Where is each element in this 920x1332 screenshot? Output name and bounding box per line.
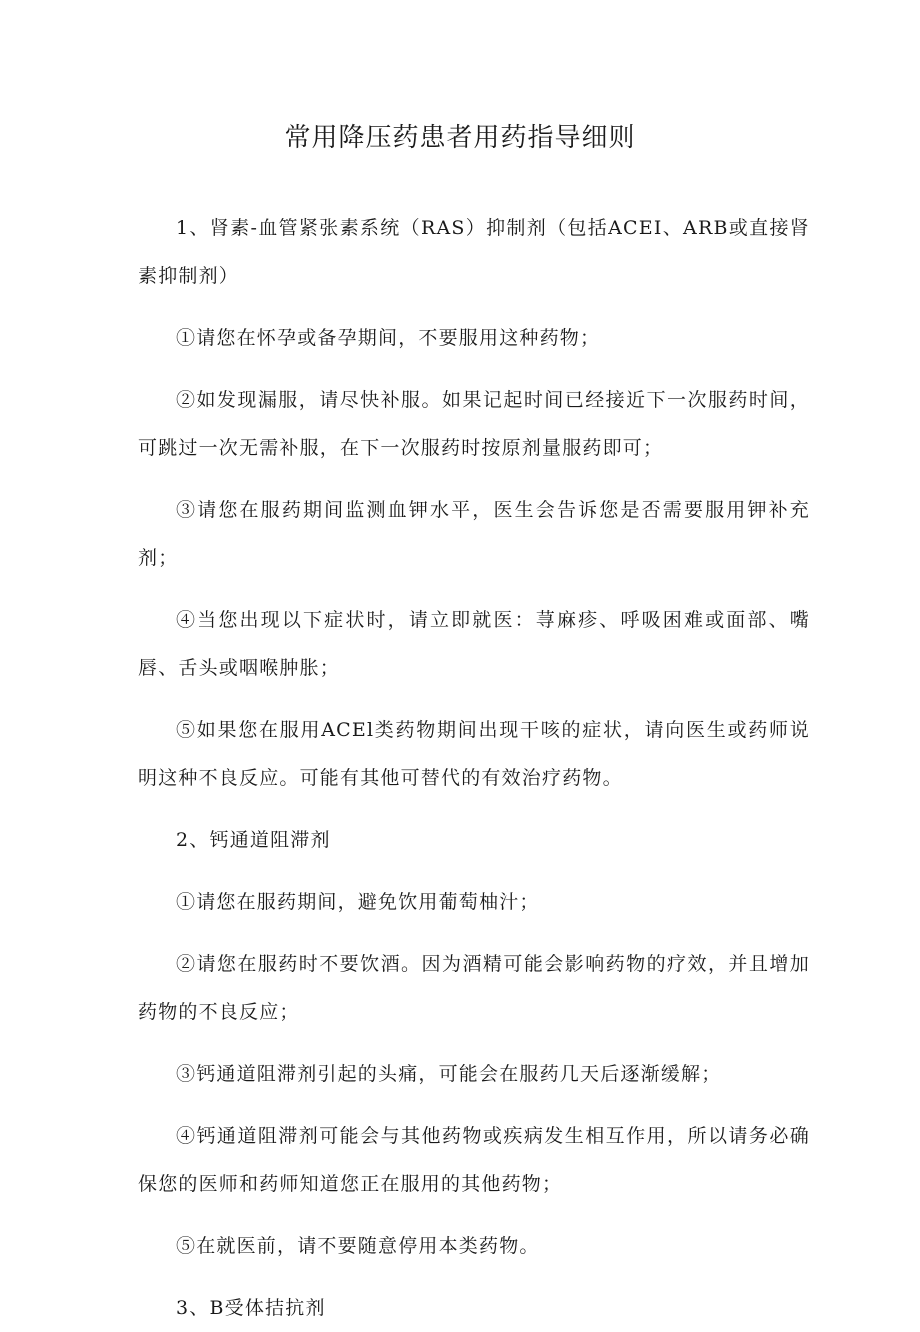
document-title: 常用降压药患者用药指导细则 <box>284 123 636 153</box>
ras-item-1: ①请您在怀孕或备孕期间，不要服用这种药物； <box>176 327 601 349</box>
section-heading-ccb: 2、钙通道阻滞剂 <box>176 829 331 851</box>
section-heading-beta-blocker: 3、B受体拮抗剂 <box>176 1297 326 1319</box>
ras-item-2: ②如发现漏服，请尽快补服。如果记起时间已经接近下一次服药时间，可跳过一次无需补服，在下一次服药时按原剂量服药即可； <box>138 389 810 459</box>
ccb-item-1: ①请您在服药期间，避免饮用葡萄柚汁； <box>176 891 540 913</box>
ras-item-4: ④当您出现以下症状时，请立即就医：荨麻疹、呼吸困难或面部、嘴唇、舌头或咽喉肿胀； <box>138 609 810 679</box>
ccb-item-5: ⑤在就医前，请不要随意停用本类药物。 <box>176 1235 540 1257</box>
ras-item-3: ③请您在服药期间监测血钾水平，医生会告诉您是否需要服用钾补充剂； <box>138 499 810 569</box>
document-body <box>138 204 810 1332</box>
ccb-item-2: ②请您在服药时不要饮酒。因为酒精可能会影响药物的疗效，并且增加药物的不良反应； <box>138 953 810 1023</box>
ccb-item-4: ④钙通道阻滞剂可能会与其他药物或疾病发生相互作用，所以请务必确保您的医师和药师知道您正在服用的其他药物； <box>138 1125 810 1195</box>
ccb-item-3: ③钙通道阻滞剂引起的头痛，可能会在服药几天后逐渐缓解； <box>176 1063 722 1085</box>
section-heading-ras: 1、肾素-血管紧张素系统（RAS）抑制剂（包括ACEI、ARB或直接肾素抑制剂） <box>138 217 810 287</box>
ras-item-5: ⑤如果您在服用ACEl类药物期间出现干咳的症状，请向医生或药师说明这种不良反应。可能有其他可替代的有效治疗药物。 <box>138 719 810 789</box>
